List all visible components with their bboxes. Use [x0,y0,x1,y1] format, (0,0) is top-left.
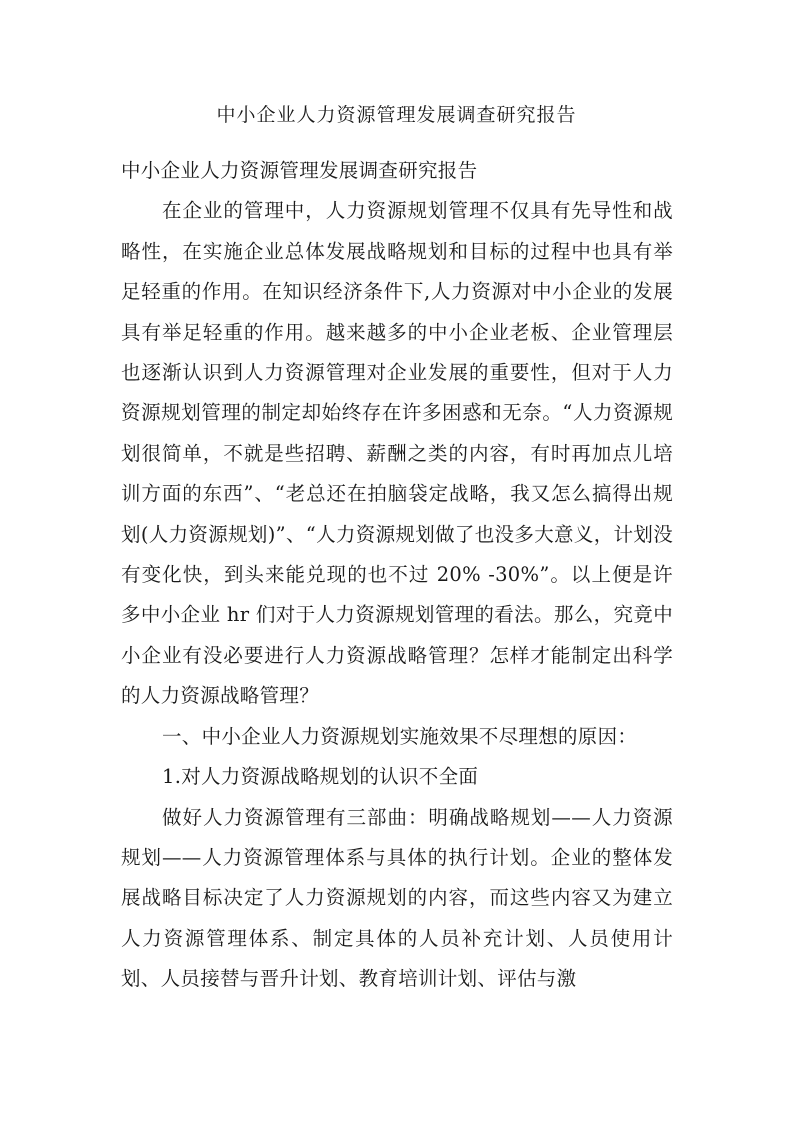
paragraph-intro: 在企业的管理中，人力资源规划管理不仅具有先导性和战略性，在实施企业总体发展战略规划和目标的过程中也具有举足轻重的作用。在知识经济条件下,人力资源对中小企业的发展具有举足轻重的作用。越来越多的中小企业老板、企业管理层也逐渐认识到人力资源管理对企业发展的重要性，但对于人力资源规划管理的制定却始终存在许多困惑和无奈。“人力资源规划很简单，不就是些招聘、薪酬之类的内容，有时再加点儿培训方面的东西”、“老总还在拍脑袋定战略，我又怎么搞得出规划(人力资源规划)”、“人力资源规划做了也没多大意义，计划没有变化快，到头来能兑现的也不过 20% -30%”。以上便是许多中小企业 hr 们对于人力资源规划管理的看法。那么，究竟中小企业有没必要进行人力资源战略管理？怎样才能制定出科学的人力资源战略管理？ [121,199,673,708]
subsection-heading-1-1: 1.对人力资源战略规划的认识不全面 [162,765,479,789]
section-heading-1: 一、中小企业人力资源规划实施效果不尽理想的原因： [162,724,638,748]
paragraph-three-steps: 做好人力资源管理有三部曲：明确战略规划——人力资源规划——人力资源管理体系与具体的执行计划。企业的整体发展战略目标决定了人力资源规划的内容，而这些内容又为建立人力资源管理体系、制定具体的人员补充计划、人员使用计划、人员接替与晋升计划、教育培训计划、评估与激 [121,805,673,991]
document-title: 中小企业人力资源管理发展调查研究报告 [216,104,577,126]
document-body [121,151,673,1000]
document-subtitle: 中小企业人力资源管理发展调查研究报告 [121,159,478,182]
